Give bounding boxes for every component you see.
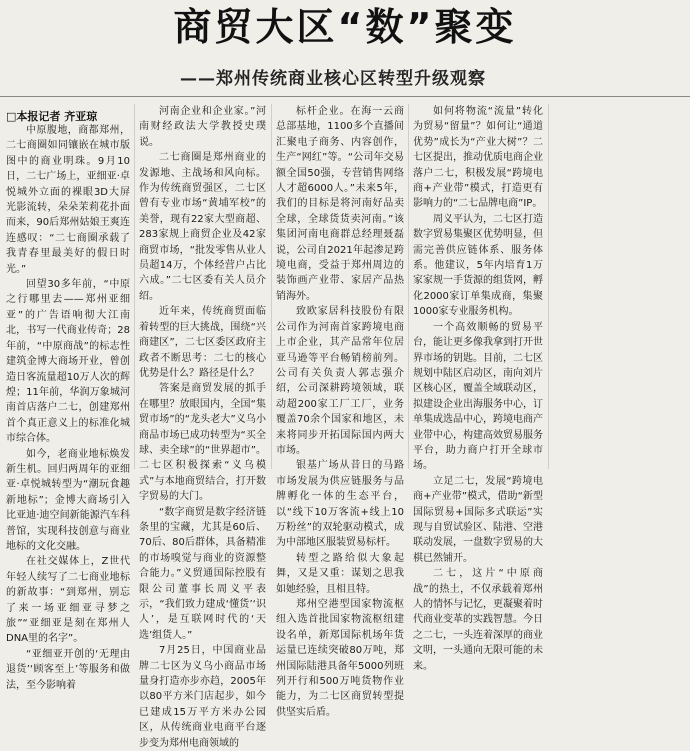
column-divider	[548, 104, 549, 469]
page-subtitle: ——郑州传统商业核心区转型升级观察	[180, 69, 486, 89]
header-divider	[0, 96, 690, 97]
article-paragraph: 郑州空港型国家物流枢纽入选首批国家物流枢纽建设名单，新郑国际机场年货运量已连续突破80万吨，郑州国际陆港具备年5000列班列开行和500万吨货物作业能力，为二七区商贸转型提供坚实后盾。	[276, 599, 404, 718]
page-headline: 商贸大区“数”聚变	[173, 5, 517, 49]
article-column-3	[276, 104, 404, 718]
column-divider	[271, 104, 272, 469]
article-paragraph: “数字商贸是数字经济链条里的宝藏，尤其是60后、70后、80后群体，具备精准的市场嗅觉与商业的资源整合能力。”义贸通国际控股有限公司董事长周义平表示，“我们致力建成‘懂货’‘识人’，是互联网时代的‘天选’组货人。”	[139, 506, 266, 641]
article-column-4	[413, 104, 543, 672]
article-paragraph: 标杆企业。在海一云商总部基地，1100多个直播间汇聚电子商务、内容创作，生产“网红”等。“公司年交易额全国50强，专营销售网络人才超6000人。”未来5年，我们的目标是将河南好品卖全球，全球货货卖河南。”该集团河南电商群总经理聂磊说，公司自2021年起渗足跨境电商，受益于郑州周边的装饰画产业带、家居产品热销海外。	[276, 106, 404, 302]
article-paragraph: 近年来，传统商贸面临着转型的巨大挑战，围绕“兴商建区”，二七区委区政府主政者不断思考：二七的核心优势是什么？路径是什么？	[139, 306, 266, 379]
column-divider	[134, 104, 135, 469]
article-paragraph: 二七，这片“中原商战”的热土，不仅承载着郑州人的情怀与记忆，更凝聚着时代商业变革的实践智慧。今日之二七，一头连着深厚的商业文明，一头通向无限可能的未来。	[413, 568, 543, 672]
column-divider	[408, 104, 409, 469]
article-paragraph: 答案是商贸发展的抓手在哪里？放眼国内，全国“集贸市场”的“龙头老大”义乌小商品市场已成功转型为“买全球、卖全球”的“世界超市”。二七区积极探索“义乌模式”与本地商贸结合，打开数字贸易的大门。	[139, 383, 266, 503]
article-paragraph: 7月25日，中国商业品牌二七区为义乌小商品市场量身打造亦步亦趋，2005年以80平方米门店起步，如今已建成15万平方米办公园区，从传统商业电商平台逐步变为郑州电商领域的	[139, 645, 266, 749]
article-column-5	[553, 104, 684, 469]
article-paragraph: 转型之路给似大象起舞，又是又重：谋划之思我如她经验，且相且特。	[276, 552, 404, 595]
article-paragraph: 如今，老商业地标焕发新生机。回归两周年的亚细亚·卓悦城转型为“潮玩食趣新地标”；金博大商场引入比亚迪·迪空间新能源汽车科普馆，实现科技创意与商业地标的文化交融。	[6, 448, 130, 552]
article-paragraph: 河南企业和企业家。”河南财经政法大学教授史璞说。	[139, 106, 266, 148]
byline: □本报记者 齐亚琼	[6, 110, 98, 123]
article-paragraph: 周义平认为，二七区打造数字贸易集聚区优势明显，但需完善供应链体系、服务体系。他建议，5年内培育1万家家规一手货源的组货网，孵化2000家订单集成商，集聚1000家专业服务机构。	[413, 213, 543, 318]
article-paragraph: 致欧家居科技股份有限公司作为河南首家跨境电商上市企业，其产品常年位居亚马逊等平台畅销榜前列。公司有关负责人郭志强介绍，公司深耕跨境领域，联动超200家工厂工厂，业务覆盖70余个国家和地区，未来将同步开拓国际国内两大市场。	[276, 306, 404, 456]
article-paragraph: “亚细亚开创的‘无理由退货’‘顾客至上’等服务和做法，至今影响着	[6, 648, 130, 691]
article-paragraph: 立足二七，发展“跨境电商+产业带”模式，借助“新型国际贸易+国际多式联运”实现与自贸试验区、陆港、空港联动发展，一盘数字贸易的大棋已然铺开。	[413, 475, 543, 564]
article-paragraph: 回望30多年前，“中原之行哪里去——郑州亚细亚”的广告语响彻大江南北，书写一代商业传奇；28年前，“中原商战”的标志性建筑金博大商场开业，曾创造日客流量超10万人次的辉煌；11年前，华润万象城河南首店落户二七，创建郑州首个真正意义上的标准化城市综合体。	[6, 279, 130, 445]
article-paragraph: 在社交媒体上，Z世代年轻人续写了二七商业地标的新故事：“到郑州，别忘了来一场亚细亚寻梦之旅”“亚细亚是刻在郑州人DNA里的名字”。	[6, 556, 130, 645]
article-column-2	[139, 104, 266, 749]
article-paragraph: 一个高效顺畅的贸易平台，能让更多像我拿到打开世界市场的钥匙。目前，二七区规划中陆区启动区，南向刘片区核心区，覆盖全域联动区，拟建设企业出海服务中心，订单集成选品中心，跨境电商产业带中心，构建高效贸易服务平台，助力商户打开全球市场。	[413, 321, 543, 472]
article-paragraph: 二七商圈是郑州商业的发源地、主战场和风向标。作为传统商贸强区，二七区曾有专业市场“黄埔军校”的美誉，现有22家大型商超、283家规上商贸企业及42家商贸市场，“批发零售从业人员超14万，个体经营户占比六成。”二七区委有关人员介绍。	[139, 152, 266, 302]
article-paragraph: 银基广场从昔日的马路市场发展为供应链服务与品牌孵化一体的生态平台，以“线下10万客流+线上10万粉丝”的双轮驱动模式，成为中部地区服装贸易标杆。	[276, 460, 404, 549]
article-column-1	[6, 123, 130, 691]
article-paragraph: 如何将物流“流量”转化为贸易“留量”？如何让“通道优势”成长为“产业大树”？二七区提出，推动优质电商企业落户二七，积极发展“跨境电商+产业带”模式，打造更有影响力的“二七品牌电商”IP。	[413, 106, 543, 210]
article-paragraph: 中原腹地，商都郑州，二七商圈如同镶嵌在城市版图中的商业明珠。9月10日，二七广场上，亚细亚·卓悦城外立面的裸眼3D大屏光影流转，朵朵茉莉花扑面而来，90后郑州姑娘王爽连连感叹：“二七商圈承载了我青春里最美好的假日时光。”	[6, 125, 130, 275]
